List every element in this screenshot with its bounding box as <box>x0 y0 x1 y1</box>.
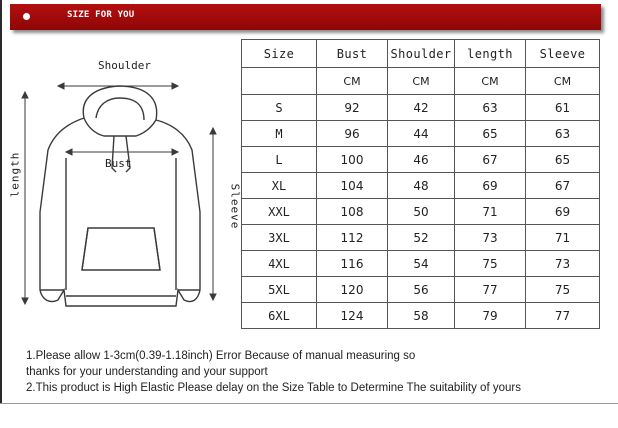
size-cell: 5XL <box>242 277 317 303</box>
bust-cell: 96 <box>317 121 388 147</box>
note-line-2: thanks for your understanding and your support <box>26 366 268 378</box>
unit-size <box>242 68 317 95</box>
banner-title: SIZE FOR YOU <box>67 10 135 20</box>
table-unit-row <box>242 68 600 95</box>
bust-arrow-left <box>66 149 72 155</box>
length-arrow-bottom <box>22 298 28 304</box>
pocket-opening-right <box>154 228 160 270</box>
sleeve-cell: 71 <box>526 225 600 251</box>
length-cell: 65 <box>455 121 526 147</box>
bust-arrow-right <box>172 149 178 155</box>
length-cell: 69 <box>455 173 526 199</box>
table-row <box>242 303 600 329</box>
header-sleeve: Sleeve <box>526 40 600 68</box>
bust-cell: 112 <box>317 225 388 251</box>
header-bust: Bust <box>317 40 388 68</box>
table-row <box>242 95 600 121</box>
sleeve-cell: 67 <box>526 173 600 199</box>
size-cell: M <box>242 121 317 147</box>
hood-inner <box>96 98 144 120</box>
sleeve-label: Sleeve <box>228 183 242 230</box>
size-cell: 6XL <box>242 303 317 329</box>
shoulder-arrow-right <box>172 83 178 89</box>
sleeve-cell: 63 <box>526 121 600 147</box>
length-cell: 71 <box>455 199 526 225</box>
table-row <box>242 277 600 303</box>
bust-label: Bust <box>105 157 132 170</box>
shoulder-cell: 50 <box>388 199 455 225</box>
header-size: Size <box>242 40 317 68</box>
sleeve-cell: 73 <box>526 251 600 277</box>
bust-cell: 104 <box>317 173 388 199</box>
sleeve-cell: 61 <box>526 95 600 121</box>
hoodie-diagram <box>0 0 240 340</box>
sleeve-cell: 69 <box>526 199 600 225</box>
shoulder-label: Shoulder <box>98 59 151 72</box>
length-cell: 77 <box>455 277 526 303</box>
bottom-border-line <box>0 403 618 404</box>
length-cell: 75 <box>455 251 526 277</box>
sleeve-arrow-top <box>210 128 216 134</box>
bust-cell: 108 <box>317 199 388 225</box>
length-cell: 67 <box>455 147 526 173</box>
bust-cell: 92 <box>317 95 388 121</box>
table-row <box>242 173 600 199</box>
size-cell: L <box>242 147 317 173</box>
table-row <box>242 251 600 277</box>
header-shoulder: Shoulder <box>388 40 455 68</box>
header-length: length <box>455 40 526 68</box>
size-cell: XL <box>242 173 317 199</box>
note-line-1: 1.Please allow 1-3cm(0.39-1.18inch) Error Because of manual measuring so <box>26 350 416 362</box>
bust-cell: 124 <box>317 303 388 329</box>
table-row <box>242 225 600 251</box>
length-arrow-top <box>22 92 28 98</box>
sleeve-arrow-bottom <box>210 294 216 300</box>
length-cell: 73 <box>455 225 526 251</box>
length-cell: 79 <box>455 303 526 329</box>
note-line-3: 2.This product is High Elastic Please delay on the Size Table to Determine The suitability of yours <box>26 382 521 394</box>
bust-cell: 120 <box>317 277 388 303</box>
shoulder-arrow-left <box>58 83 64 89</box>
shoulder-cell: 54 <box>388 251 455 277</box>
unit-bust: CM <box>317 68 388 95</box>
shoulder-cell: 44 <box>388 121 455 147</box>
unit-length: CM <box>455 68 526 95</box>
bust-cell: 116 <box>317 251 388 277</box>
notes-block <box>26 348 521 396</box>
shoulder-cell: 56 <box>388 277 455 303</box>
shoulder-cell: 46 <box>388 147 455 173</box>
table-row <box>242 147 600 173</box>
size-cell: 4XL <box>242 251 317 277</box>
size-cell: S <box>242 95 317 121</box>
size-chart-table <box>241 39 600 329</box>
table-row <box>242 199 600 225</box>
sleeve-cell: 65 <box>526 147 600 173</box>
shoulder-cell: 58 <box>388 303 455 329</box>
size-cell: XXL <box>242 199 317 225</box>
length-cell: 63 <box>455 95 526 121</box>
shoulder-cell: 48 <box>388 173 455 199</box>
unit-sleeve: CM <box>526 68 600 95</box>
pocket-opening-left <box>82 228 88 270</box>
length-label: length <box>8 151 22 198</box>
table-header-row <box>242 40 600 68</box>
kangaroo-pocket <box>82 228 160 270</box>
shoulder-cell: 52 <box>388 225 455 251</box>
bust-cell: 100 <box>317 147 388 173</box>
sleeve-cell: 77 <box>526 303 600 329</box>
sleeve-cell: 75 <box>526 277 600 303</box>
hood-outline <box>83 86 156 136</box>
shoulder-cell: 42 <box>388 95 455 121</box>
size-cell: 3XL <box>242 225 317 251</box>
unit-shoulder: CM <box>388 68 455 95</box>
table-row <box>242 121 600 147</box>
